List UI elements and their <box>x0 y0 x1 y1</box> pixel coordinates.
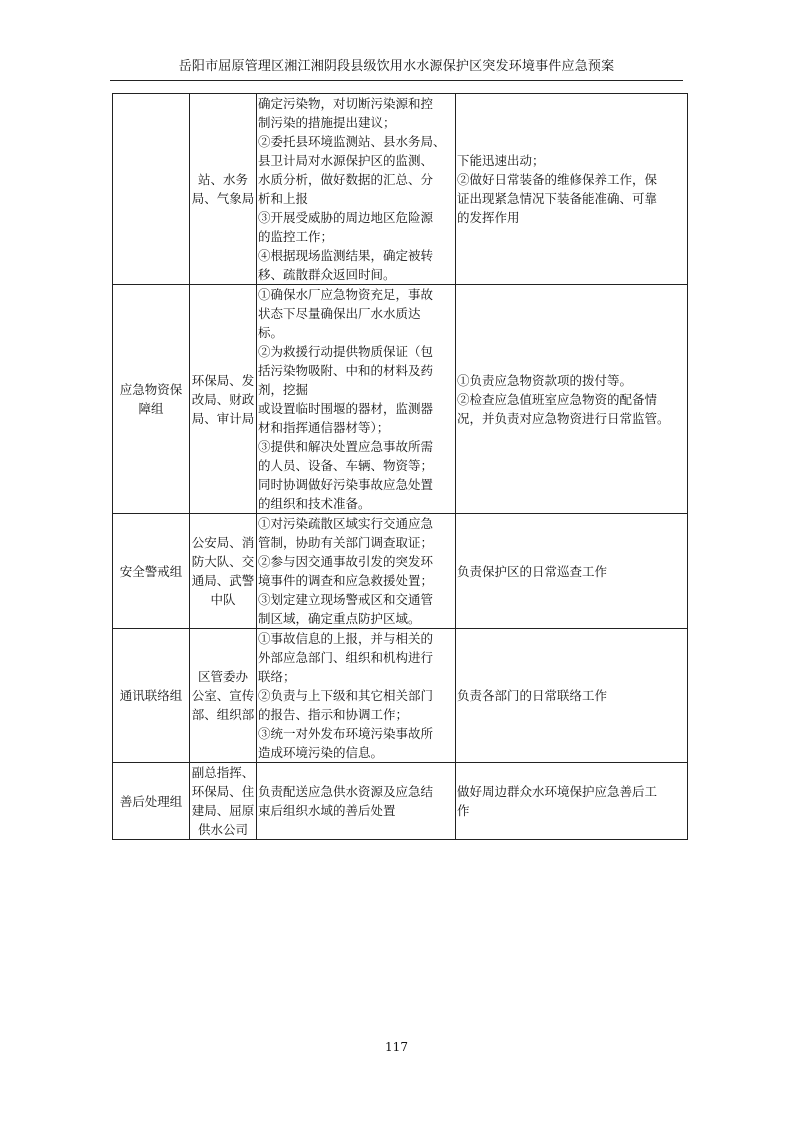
cell-text-line: 供水公司 <box>197 822 248 837</box>
cell-text-line: 通讯联络组 <box>119 688 183 703</box>
cell-text-line: 的组织和技术准备。 <box>258 496 371 511</box>
cell-text-line: ①对污染疏散区域实行交通应急 <box>258 516 434 531</box>
cell-text-line: 应急物资保 <box>119 382 183 397</box>
group-name-cell <box>113 629 190 763</box>
cell-text-line: 外部应急部门、组织和机构进行 <box>258 650 434 665</box>
cell-text-line: 障组 <box>138 401 164 416</box>
cell-text-line: 副总指挥、 <box>191 765 255 780</box>
group-name-cell <box>113 285 190 514</box>
cell-text-line: 县卫计局对水源保护区的监测、 <box>258 153 434 168</box>
cell-text-line: 材和指挥通信器材等）； <box>258 420 390 435</box>
cell-text-line: 状态下尽量确保出厂水水质达 <box>258 306 421 321</box>
cell-text-line: 局、审计局 <box>191 410 255 426</box>
responsible-units-cell <box>190 94 257 285</box>
cell-text-line: 括污染物吸附、中和的材料及药 <box>258 363 434 378</box>
cell-text-line: 剂，挖掘 <box>258 382 309 397</box>
cell-text-line: 负责保护区的日常巡查工作 <box>457 563 608 579</box>
cell-text-line: 区管委办 <box>197 669 248 684</box>
emergency-duties-cell <box>257 285 456 514</box>
cell-text-line: 的人员、设备、车辆、物资等； <box>258 458 434 473</box>
cell-text-line: 负责配送应急供水资源及应急结 <box>258 784 434 799</box>
cell-text-line: 析和上报 <box>258 191 309 206</box>
cell-text-line: 公室、宣传 <box>191 688 255 703</box>
cell-text-line: 作 <box>457 803 470 818</box>
cell-text-line: ②负责与上下级和其它相关部门 <box>258 688 434 703</box>
page-number: 117 <box>385 1040 408 1054</box>
cell-text-line: 标。 <box>258 325 284 340</box>
table-row <box>113 94 688 285</box>
cell-text-line: 移、疏散群众返回时间。 <box>258 267 396 282</box>
cell-text-line: 或设置临时围堰的器材，监测器 <box>258 401 434 416</box>
cell-text-line: ②为救援行动提供物质保证（包 <box>258 344 434 359</box>
cell-text-line: ②检查应急值班室应急物资的配备情 <box>457 391 658 407</box>
cell-text-line: ②委托县环境监测站、县水务局、 <box>258 134 446 149</box>
cell-text-line: 的报告、指示和协调工作； <box>258 707 409 722</box>
cell-text-line: 同时协调做好污染事故应急处置 <box>258 477 434 492</box>
daily-duties-cell <box>456 94 688 285</box>
emergency-duties-cell <box>257 94 456 285</box>
cell-text-line: ①事故信息的上报，并与相关的 <box>258 631 434 646</box>
cell-text-line: ③统一对外发布环境污染事故所 <box>258 726 434 741</box>
group-name-cell <box>113 514 190 629</box>
cell-text-line: 中队 <box>210 592 236 607</box>
responsibility-table <box>112 93 688 840</box>
cell-text-line: 局、气象局 <box>191 191 255 206</box>
cell-text-line: 防大队、交 <box>191 554 255 569</box>
emergency-duties-cell <box>257 629 456 763</box>
cell-text-line: 束后组织水域的善后处置 <box>258 803 396 818</box>
cell-text-line: 安全警戒组 <box>119 563 183 579</box>
cell-text-line: 造成环境污染的信息。 <box>258 745 384 760</box>
table-row <box>113 514 688 629</box>
cell-text-line: 证出现紧急情况下装备能准确、可靠 <box>457 191 658 206</box>
responsible-units-cell <box>190 514 257 629</box>
cell-text-line: ①负责应急物资款项的拨付等。 <box>457 372 633 388</box>
document-header-title: 岳阳市屈原管理区湘江湘阴段县级饮用水水源保护区突发环境事件应急预案 <box>178 59 615 74</box>
cell-text-line: ①确保水厂应急物资充足，事故 <box>258 287 434 302</box>
header-rule <box>110 80 683 81</box>
cell-text-line: 确定污染物，对切断污染源和控 <box>258 96 434 111</box>
cell-text-line: ②参与因交通事故引发的突发环 <box>258 554 434 569</box>
group-name-cell <box>113 94 190 285</box>
table-row <box>113 763 688 840</box>
emergency-duties-cell <box>257 763 456 840</box>
cell-text-line: 制区域，确定重点防护区域。 <box>258 611 421 626</box>
cell-text-line: ③提供和解决处置应急事故所需 <box>258 439 434 454</box>
cell-text-line: 环保局、住 <box>191 784 255 799</box>
cell-text-line: 制污染的措施提出建议； <box>258 115 396 130</box>
daily-duties-cell <box>456 514 688 629</box>
daily-duties-cell <box>456 763 688 840</box>
cell-text-line: 公安局、消 <box>191 535 255 550</box>
cell-text-line: 善后处理组 <box>119 793 183 809</box>
cell-text-line: 改局、财政 <box>191 391 255 407</box>
cell-text-line: 下能迅速出动； <box>457 153 545 168</box>
cell-text-line: 境事件的调查和应急救援处置； <box>258 573 434 588</box>
cell-text-line: 做好周边群众水环境保护应急善后工 <box>457 784 658 799</box>
responsible-units-cell <box>190 285 257 514</box>
emergency-duties-cell <box>257 514 456 629</box>
table-body <box>113 94 688 840</box>
cell-text-line: 建局、屈原 <box>191 803 255 818</box>
cell-text-line: ③划定建立现场警戒区和交通管 <box>258 592 434 607</box>
cell-text-line: ④根据现场监测结果，确定被转 <box>258 248 434 263</box>
group-name-cell <box>113 763 190 840</box>
table-row <box>113 629 688 763</box>
cell-text-line: 通局、武警 <box>191 573 255 588</box>
cell-text-line: 水质分析，做好数据的汇总、分 <box>258 172 434 187</box>
cell-text-line: 管制，协助有关部门调查取证； <box>258 535 434 550</box>
cell-text-line: 负责各部门的日常联络工作 <box>457 688 608 703</box>
cell-text-line: 部、组织部 <box>191 707 255 722</box>
daily-duties-cell <box>456 629 688 763</box>
responsible-units-cell <box>190 763 257 840</box>
cell-text-line: 站、水务 <box>197 172 248 187</box>
cell-text-line: 的发挥作用 <box>457 210 520 225</box>
table-row <box>113 285 688 514</box>
cell-text-line: ③开展受威胁的周边地区危险源 <box>258 210 434 225</box>
cell-text-line: 联络； <box>258 669 296 684</box>
cell-text-line: 的监控工作； <box>258 229 334 244</box>
cell-text-line: ②做好日常装备的维修保养工作，保 <box>457 172 658 187</box>
responsible-units-cell <box>190 629 257 763</box>
daily-duties-cell <box>456 285 688 514</box>
cell-text-line: 况，并负责对应急物资进行日常监管。 <box>457 410 670 426</box>
cell-text-line: 环保局、发 <box>191 372 255 388</box>
